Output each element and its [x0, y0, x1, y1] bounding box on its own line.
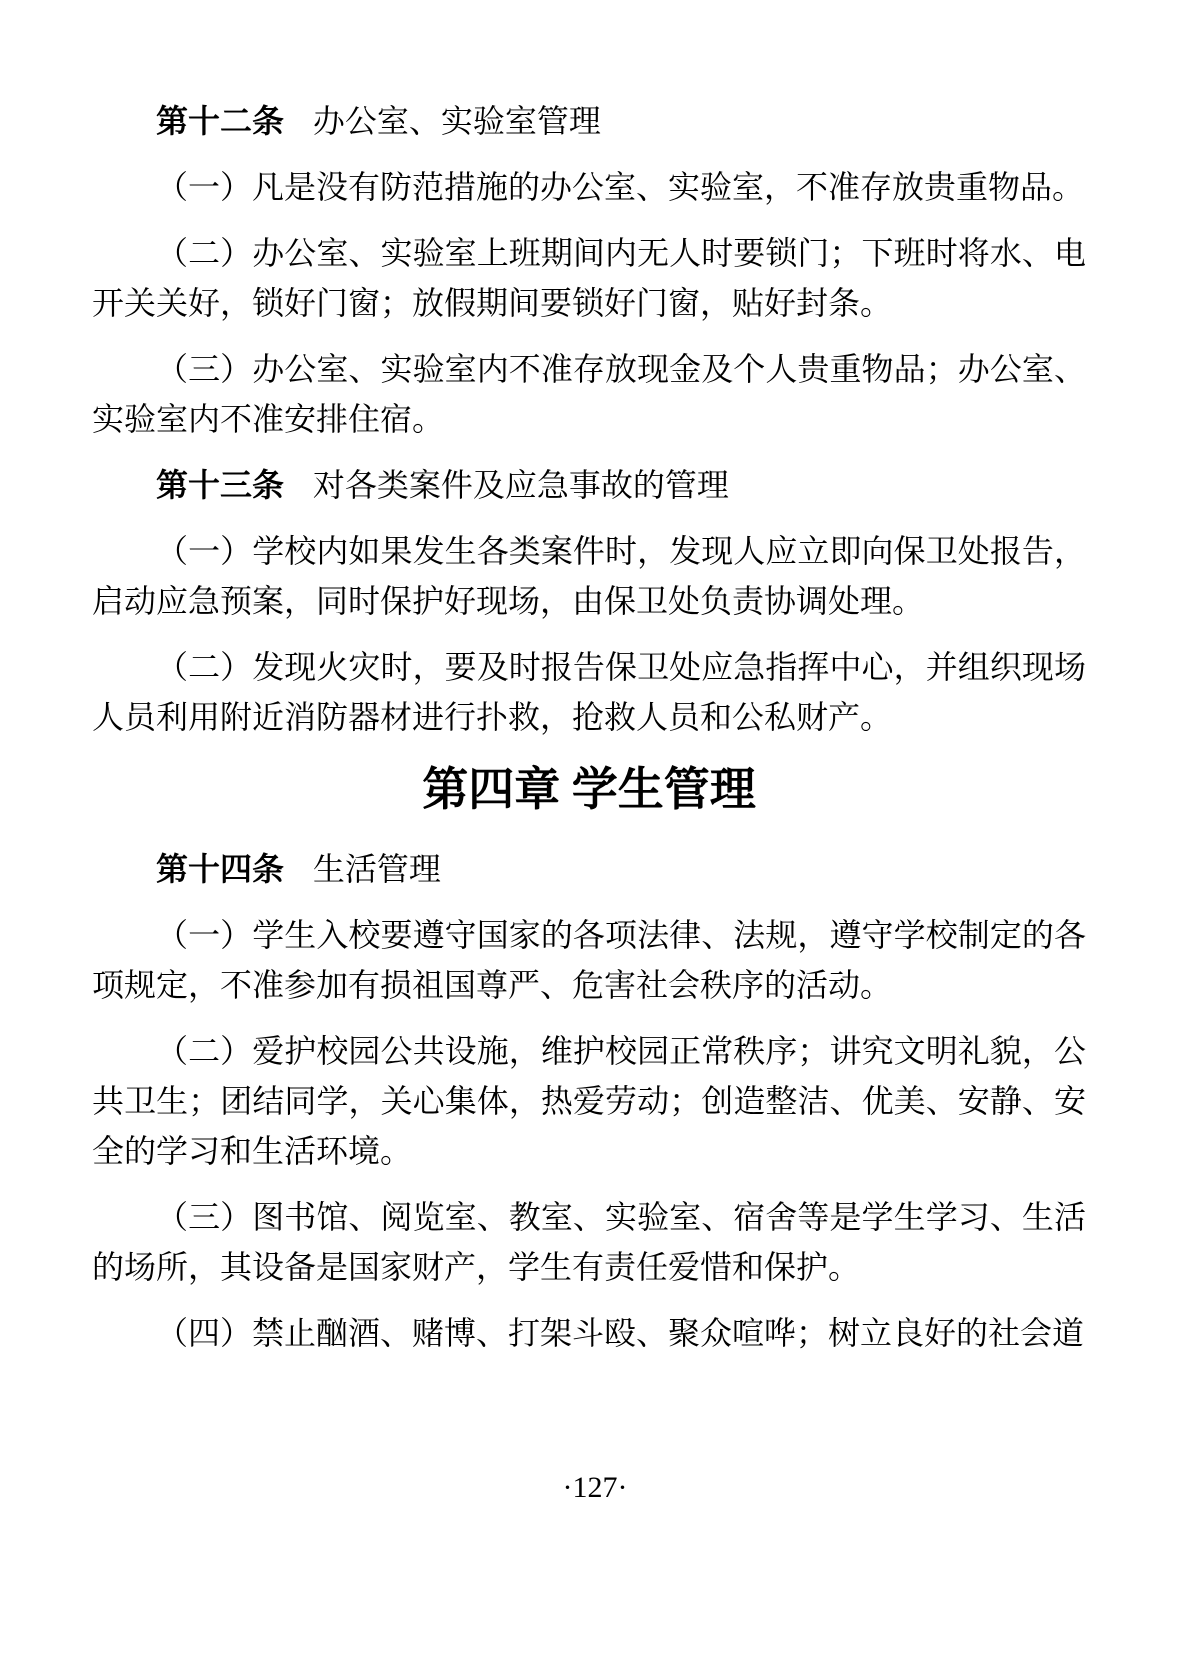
paragraph: （三）办公室、实验室内不准存放现金及个人贵重物品；办公室、实验室内不准安排住宿。	[92, 351, 1086, 437]
paragraph: （二）发现火灾时，要及时报告保卫处应急指挥中心，并组织现场人员利用附近消防器材进行扑救，抢救人员和公私财产。	[92, 649, 1086, 735]
paragraph: （二）办公室、实验室上班期间内无人时要锁门；下班时将水、电开关关好，锁好门窗；放假期间要锁好门窗，贴好封条。	[92, 235, 1086, 321]
article-label: 第十二条	[156, 103, 285, 139]
article-heading	[92, 96, 1086, 146]
article-label: 第十三条	[156, 467, 285, 503]
article-heading	[92, 460, 1086, 510]
paragraph: （二）爱护校园公共设施，维护校园正常秩序；讲究文明礼貌，公共卫生；团结同学，关心集体，热爱劳动；创造整洁、优美、安静、安全的学习和生活环境。	[92, 1033, 1086, 1169]
paragraph: （三）图书馆、阅览室、教室、实验室、宿舍等是学生学习、生活的场所，其设备是国家财产，学生有责任爱惜和保护。	[92, 1199, 1086, 1285]
article-title: 对各类案件及应急事故的管理	[312, 467, 729, 503]
chapter-heading: 第四章 学生管理	[422, 764, 756, 815]
article-title: 办公室、实验室管理	[312, 103, 601, 139]
paragraph: （一）凡是没有防范措施的办公室、实验室，不准存放贵重物品。	[156, 169, 1085, 205]
article-heading	[92, 844, 1086, 894]
article-label: 第十四条	[156, 851, 285, 887]
page-number: ·127·	[562, 1471, 628, 1504]
paragraph: （一）学校内如果发生各类案件时，发现人应立即向保卫处报告，启动应急预案，同时保护好现场，由保卫处负责协调处理。	[92, 533, 1086, 619]
paragraph: （一）学生入校要遵守国家的各项法律、法规，遵守学校制定的各项规定，不准参加有损祖国尊严、危害社会秩序的活动。	[92, 917, 1086, 1003]
paragraph: （四）禁止酗酒、赌博、打架斗殴、聚众喧哗；树立良好的社会道	[156, 1315, 1085, 1351]
article-title: 生活管理	[312, 851, 441, 887]
